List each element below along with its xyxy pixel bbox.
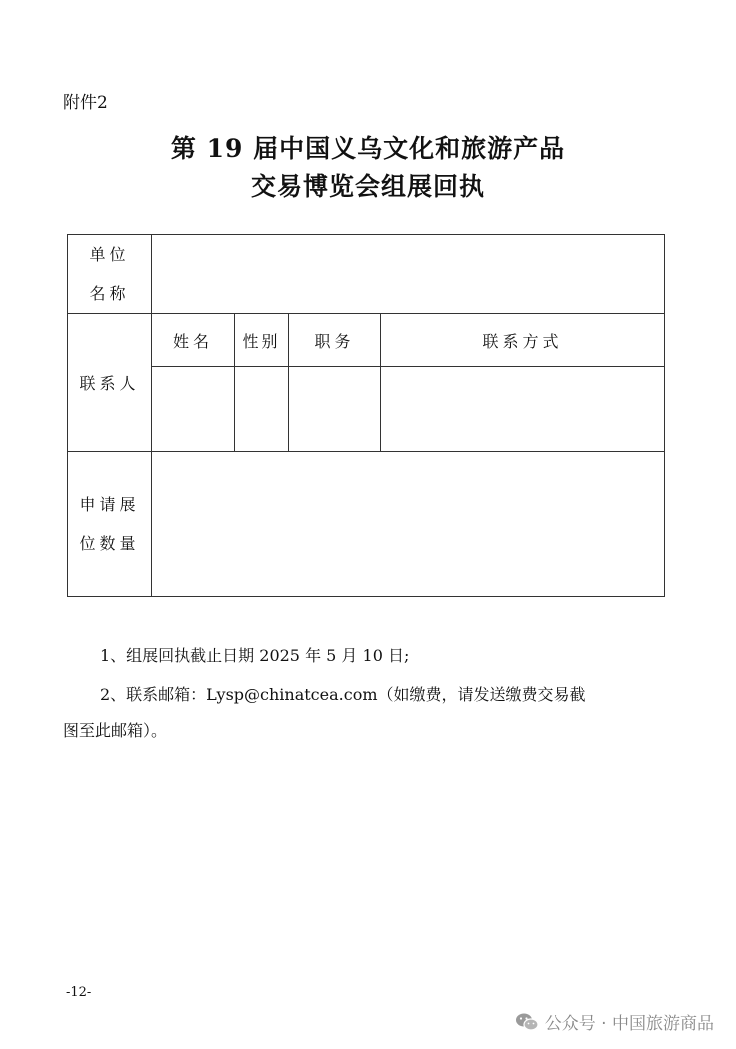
unit-row bbox=[68, 235, 665, 314]
contact-email-note-continuation: 图至此邮箱）。 bbox=[63, 721, 168, 740]
watermark-text: 公众号 · 中国旅游商品 bbox=[544, 1014, 714, 1034]
registration-form-table bbox=[67, 234, 665, 597]
column-header-gender: 性别 bbox=[235, 314, 289, 367]
unit-name-field[interactable] bbox=[152, 235, 665, 314]
contact-entry-row bbox=[68, 367, 665, 452]
document-title-line2: 交易博览会组展回执 bbox=[250, 172, 485, 201]
document-title-line1: 第 19 届中国义乌文化和旅游产品 bbox=[170, 134, 566, 163]
column-header-position: 职务 bbox=[289, 314, 381, 367]
booth-quantity-field[interactable] bbox=[152, 452, 665, 597]
contact-method-field[interactable] bbox=[381, 367, 665, 452]
contact-person-label: 联系人 bbox=[68, 314, 152, 452]
contact-name-field[interactable] bbox=[152, 367, 235, 452]
contact-header-row bbox=[68, 314, 665, 367]
column-header-name: 姓名 bbox=[152, 314, 235, 367]
wechat-watermark bbox=[515, 1009, 714, 1034]
deadline-note: 1、组展回执截止日期 2025 年 5 月 10 日; bbox=[100, 646, 410, 665]
column-header-contact-method: 联系方式 bbox=[381, 314, 665, 367]
contact-gender-field[interactable] bbox=[235, 367, 289, 452]
unit-name-label: 单位 名称 bbox=[68, 235, 152, 314]
wechat-icon bbox=[515, 1012, 539, 1032]
page-number: -12- bbox=[66, 985, 92, 1000]
booth-quantity-label: 申请展 位数量 bbox=[68, 452, 152, 597]
contact-position-field[interactable] bbox=[289, 367, 381, 452]
contact-email-note: 2、联系邮箱：Lysp@chinatcea.com（如缴费，请发送缴费交易截 bbox=[100, 685, 586, 704]
booth-row bbox=[68, 452, 665, 597]
attachment-label: 附件2 bbox=[63, 93, 108, 113]
